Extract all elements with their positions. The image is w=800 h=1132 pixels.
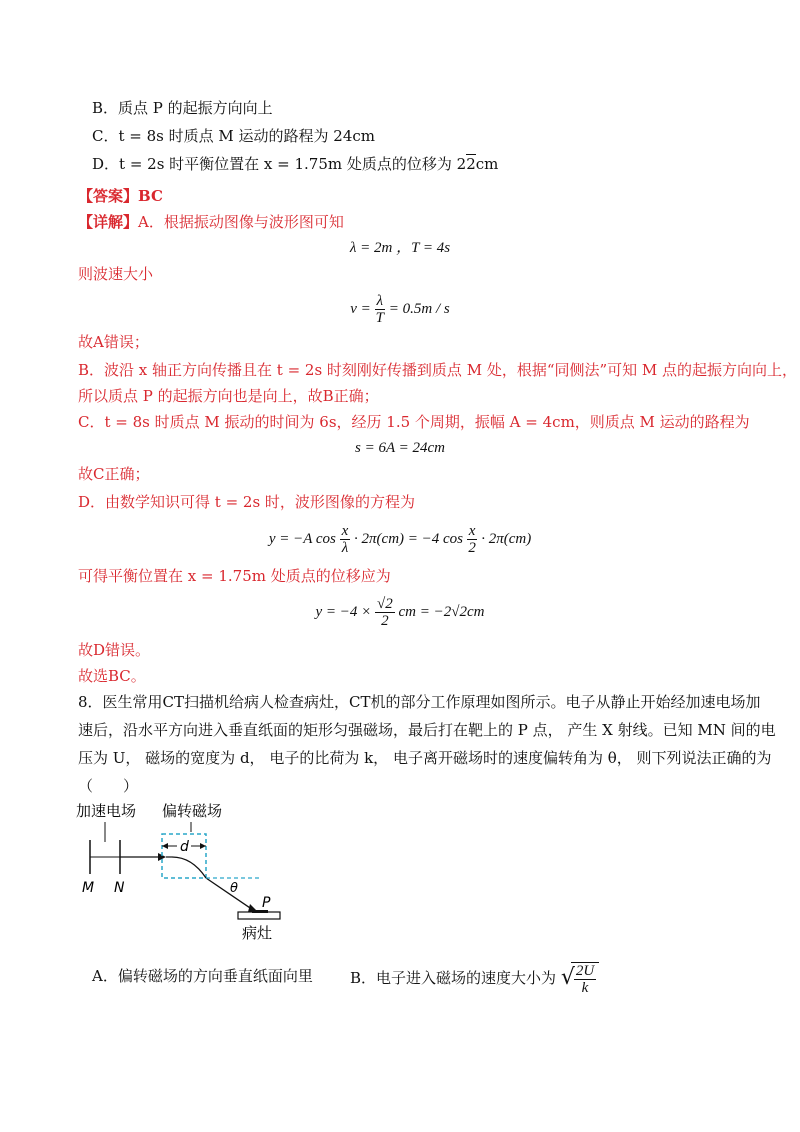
dim-arrow-left [162,843,168,849]
d-explanation: D．由数学知识可得 t = 2s 时，波形图像的方程为 [78,493,415,511]
label-d: d [180,839,189,855]
label-deflecting-field: 偏转磁场 [162,802,223,820]
sqrt-radicand: 2 [466,155,476,173]
label-n: N [114,880,125,896]
q8-option-b: B．电子进入磁场的速度大小为 √ $\frac{2U}{k}$ [350,962,599,996]
equation-displacement: y = −4 × $\frac{√2}{2}$ cm = −2√2cm [315,596,485,630]
c-conclusion: 故C正确； [78,465,150,483]
option-d-text: D．t = 2s 时平衡位置在 x = 1.75m 处质点的位移为 22cm [92,155,499,173]
sqrt-expression: √ $\frac{2U}{k}$ [561,962,599,996]
label-lesion: 病灶 [242,924,273,942]
d-conclusion: 故D错误。 [78,641,151,659]
label-m: M [82,880,95,896]
b-explanation-line1: B．波沿 x 轴正方向传播且在 t = 2s 时刻刚好传播到质点 M 处，根据“同侧法”可知 M 点的起振方向向上， [78,361,798,379]
question-8-blank: （ ） [78,777,139,795]
label-p: P [262,895,271,911]
final-answer: 故选BC。 [78,667,146,685]
ct-diagram [70,796,310,956]
c-explanation: C．t = 8s 时质点 M 振动的时间为 6s，经历 1.5 个周期，振幅 A = 4cm，则质点 M 运动的路程为 [78,413,750,431]
answer-label: 【答案】BC [78,187,163,205]
equation-waveform: y = −A cos $\frac{x}{\lambda}$ · 2π(cm) = −4 cos $\frac{x}{2}$ · 2π(cm) [268,523,532,557]
question-8-line1: 8．医生常用CT扫描机给病人检查病灶，CT机的部分工作原理如图所示。电子从静止开始经加速电场加 [78,693,761,711]
target-plate [238,912,280,919]
question-8-line3: 压为 U， 磁场的宽度为 d， 电子的比荷为 k， 电子离开磁场时的速度偏转角为 θ， 则下列说法正确的为 [78,749,772,767]
dim-arrow-right [200,843,206,849]
detail-a-intro: 【详解】A．根据振动图像与波形图可知 [78,213,344,231]
label-accelerating-field: 加速电场 [76,802,137,820]
equation-distance: s = 6A = 24cm [355,440,445,456]
speed-intro: 则波速大小 [78,265,154,283]
equation-speed: v = $\frac{\lambda}{T}$ = 0.5m / s [350,293,450,327]
d-position-intro: 可得平衡位置在 x = 1.75m 处质点的位移应为 [78,567,391,585]
option-c-text: C．t = 8s 时质点 M 运动的路程为 24cm [92,127,375,145]
q8-option-a: A．偏转磁场的方向垂直纸面向里 [92,967,313,985]
label-theta: θ [230,881,238,896]
b-explanation-line2: 所以质点 P 的起振方向也是向上，故B正确； [78,387,379,405]
equation-wavelength-period: λ = 2m ，T = 4s [349,240,451,256]
option-b-text: B．质点 P 的起振方向向上 [92,99,273,117]
deflected-path [172,857,206,878]
a-conclusion: 故A错误； [78,333,149,351]
question-8-line2: 速后，沿水平方向进入垂直纸面的矩形匀强磁场，最后打在靶上的 P 点， 产生 X 射线。已知 MN 间的电 [78,721,776,739]
